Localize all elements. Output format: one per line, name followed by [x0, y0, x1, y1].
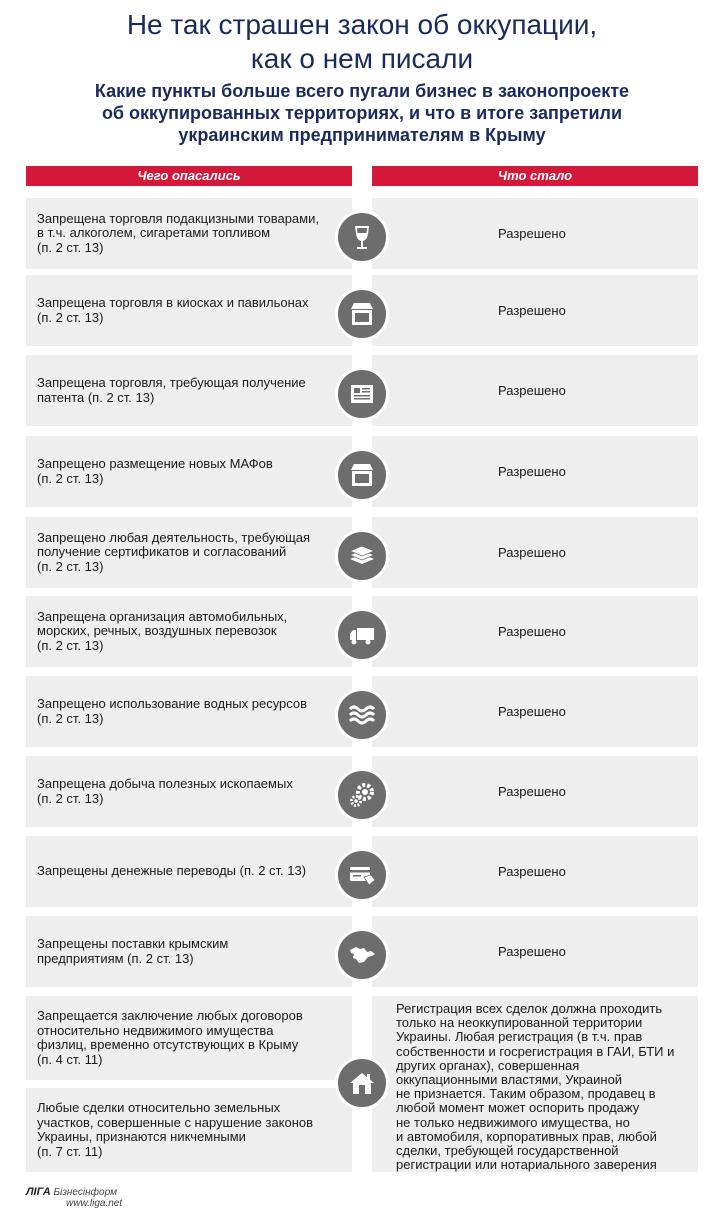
feared-text-line: Запрещены поставки крымским [37, 936, 229, 951]
feared-text-line: Украины, признаются никчемными [37, 1129, 246, 1144]
truck-icon [335, 608, 389, 662]
result-text-line: Украины. Любая регистрация (в т.ч. прав [396, 1029, 643, 1045]
table-row [26, 756, 698, 827]
subtitle-line-1: Какие пункты больше всего пугали бизнес в законопроекте [94, 81, 630, 101]
result-cell: Разрешено [372, 836, 698, 907]
feared-text-line: Запрещено использование водных ресурсов [37, 696, 308, 711]
feared-text-line: участков, совершенные с нарушение законов [37, 1114, 314, 1130]
feared-cell [26, 676, 352, 747]
result-cell: Разрешено [372, 916, 698, 987]
money-stack-icon [335, 529, 389, 583]
result-cell: Разрешено [372, 436, 698, 507]
result-text-line: не только недвижимого имущества, но [396, 1114, 630, 1130]
page-title [0, 8, 724, 76]
result-text-line: оккупационными властями, Украиной [396, 1072, 623, 1088]
feared-text-line: (п. 7 ст. 11) [37, 1143, 103, 1159]
kiosk-icon [335, 287, 389, 341]
table-row [26, 836, 698, 907]
table-row [26, 916, 698, 987]
column-header-result: Что стало [372, 166, 698, 186]
wine-glass-icon [335, 210, 389, 264]
logo-url: www.liga.net [66, 1198, 123, 1209]
feared-cell-land [26, 1088, 352, 1172]
feared-text-line: Любые сделки относительно земельных [37, 1100, 281, 1115]
result-text-line: Регистрация всех сделок должна проходить [396, 1001, 663, 1016]
logo-brand: ЛІГА [26, 1186, 51, 1198]
result-text-line: только на неоккупированной территории [396, 1015, 643, 1031]
feared-cell [26, 275, 352, 346]
column-header-feared: Чего опасались [26, 166, 352, 186]
feared-text-line: (п. 4 ст. 11) [37, 1051, 103, 1067]
feared-text-line: (п. 2 ст. 13) [37, 710, 104, 726]
house-icon [335, 1056, 389, 1110]
feared-text-line: предприятиям (п. 2 ст. 13) [37, 950, 194, 966]
result-cell: Разрешено [372, 517, 698, 588]
water-waves-icon [335, 688, 389, 742]
feared-text-line: (п. 2 ст. 13) [37, 239, 104, 255]
feared-cell-property [26, 996, 352, 1080]
result-cell: Разрешено [372, 596, 698, 667]
table-row [26, 275, 698, 346]
result-text-line: собственности и госрегистрация в ГАИ, БТИ и [396, 1043, 675, 1059]
result-text-line: регистрации или нотариального заверения [396, 1157, 657, 1173]
subtitle-line-3: украинским предпринимателям в Крыму [178, 125, 546, 145]
page-subtitle [0, 80, 724, 146]
feared-text-line: получение сертификатов и согласований [37, 544, 287, 560]
feared-text-line: относительно недвижимого имущества [37, 1022, 274, 1038]
result-text-line: не признается. Таким образом, продавец в [396, 1086, 656, 1102]
feared-text-line: Запрещено любая деятельность, требующая [37, 529, 311, 545]
feared-cell [26, 596, 352, 667]
table-row [26, 436, 698, 507]
result-cell: Разрешено [372, 198, 698, 269]
feared-text-line: в т.ч. алкоголем, сигаретами топливом [37, 225, 271, 241]
feared-text-line: (п. 2 ст. 13) [37, 558, 104, 574]
result-cell: Разрешено [372, 676, 698, 747]
table-row [26, 355, 698, 426]
result-text-line: сделки, требующей государственной [396, 1143, 619, 1159]
feared-text-line: Запрещается заключение любых договоров [37, 1008, 303, 1023]
feared-cell [26, 517, 352, 588]
liga-logo [26, 1186, 123, 1209]
crimea-map-icon [335, 928, 389, 982]
card-payment-icon [335, 848, 389, 902]
feared-text-line: Запрещена организация автомобильных, [37, 608, 288, 624]
feared-cell [26, 916, 352, 987]
feared-cell [26, 355, 352, 426]
document-icon [335, 367, 389, 421]
table-row [26, 517, 698, 588]
feared-text-line: (п. 2 ст. 13) [37, 309, 104, 325]
feared-cell [26, 836, 352, 907]
result-text-line: любой момент может оспорить продажу [396, 1100, 640, 1116]
feared-text-line: Запрещена добыча полезных ископаемых [37, 776, 293, 791]
table-row [26, 676, 698, 747]
title-line-1: Не так страшен закон об оккупации, [126, 9, 598, 40]
feared-text-line: физлиц, временно отсутствующих в Крыму [37, 1037, 299, 1052]
feared-cell [26, 756, 352, 827]
result-cell-registration [372, 996, 698, 1172]
logo-name: Бізнесінформ [53, 1187, 117, 1198]
feared-text-line: (п. 2 ст. 13) [37, 637, 104, 653]
kiosk-icon [335, 448, 389, 502]
feared-text-line: Запрещены денежные переводы (п. 2 ст. 13) [37, 863, 307, 879]
gears-icon [335, 768, 389, 822]
table-row [26, 198, 698, 269]
feared-text-line: Запрещена торговля, требующая получение [37, 375, 306, 390]
title-line-2: как о нем писали [250, 43, 474, 74]
subtitle-line-2: об оккупированных территориях, и что в итоге запретили [101, 103, 623, 123]
result-cell: Разрешено [372, 355, 698, 426]
feared-text-line: морских, речных, воздушных перевозок [37, 623, 277, 639]
feared-text-line: (п. 2 ст. 13) [37, 790, 104, 806]
feared-text-line: (п. 2 ст. 13) [37, 470, 104, 486]
result-cell: Разрешено [372, 756, 698, 827]
result-text-line: других органах), совершенная [396, 1057, 580, 1073]
result-cell: Разрешено [372, 275, 698, 346]
feared-text-line: Запрещена торговля в киосках и павильонах [37, 295, 309, 310]
result-text-line: и автомобиля, корпоративных прав, любой [396, 1128, 657, 1144]
feared-cell [26, 436, 352, 507]
feared-text-line: Запрещена торговля подакцизными товарами, [37, 210, 319, 226]
feared-text-line: патента (п. 2 ст. 13) [37, 389, 155, 405]
feared-cell [26, 198, 352, 269]
feared-text-line: Запрещено размещение новых МАФов [37, 456, 273, 471]
table-row [26, 596, 698, 667]
